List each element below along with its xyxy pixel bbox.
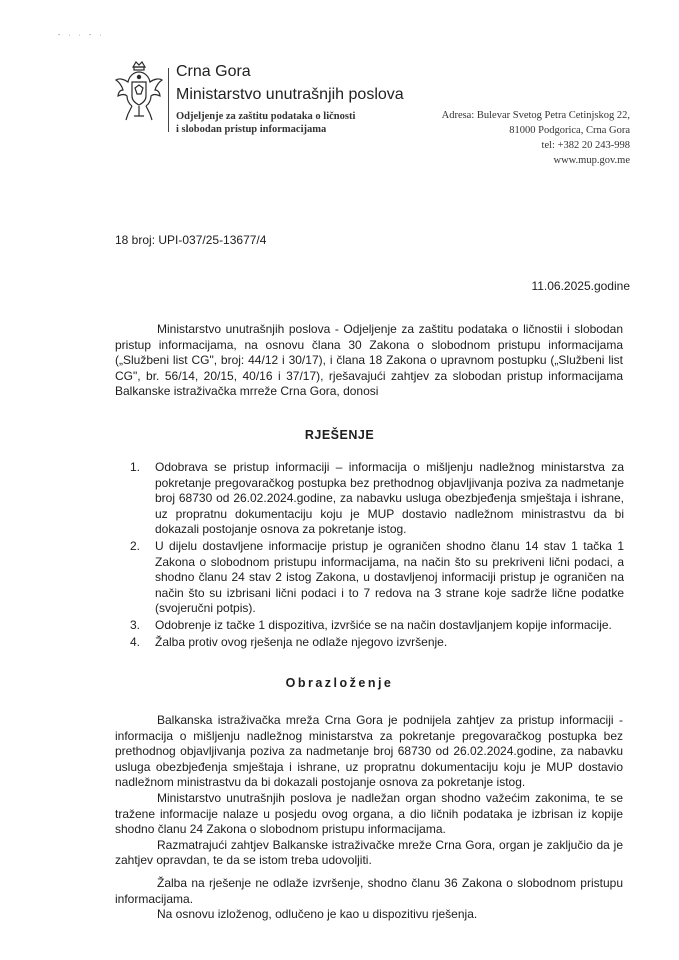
address-line-1: Adresa: Bulevar Svetog Petra Cetinjskog 22, [441, 110, 630, 121]
reasoning-paragraph: Na osnovu izloženog, odlučeno je kao u dispozitivu rješenja. [157, 907, 478, 922]
decision-item [130, 635, 624, 651]
contact-block [370, 108, 630, 168]
reasoning-paragraph: Razmatrajući zahtjev Balkanske istraživačke mreže Crna Gora, organ je zaključio da je zahtjev opravdan, te da se istom treba udovoljiti. [115, 837, 623, 868]
item-text: Odobrenje iz tačke 1 dispozitiva, izvršiće se na način dostavljanjem kopije informacije. [155, 617, 612, 632]
document-date: 11.06.2025.godine [531, 279, 630, 293]
ministry-name: Ministarstvo unutrašnjih poslova [176, 86, 404, 103]
item-text: Žalba protiv ovog rješenja ne odlaže njegovo izvršenje. [155, 634, 448, 649]
decision-title: RJEŠENJE [304, 428, 375, 442]
item-number: 1. [130, 460, 141, 474]
intro-paragraph: Ministarstvo unutrašnjih poslova - Odjeljenje za zaštitu podataka o ličnostii i slobodan pristup informacijama, na osnovu člana 30 Zakona o slobodnom pristupu informacijama („Službeni list CG", broj: 44/12 i 30/17), i člana 18 Zakona o upravnom postupku („Službeni list CG", br. 56/14, 20/15, 40/16 i 37/17), rješavajući zahtjev za slobodan pristup informacijama Balkanske istraživačka mrreže Crna Gora, donosi [115, 322, 623, 399]
decision-item [130, 460, 624, 538]
decision-item [130, 539, 624, 617]
item-text: U dijelu dostavljene informacije pristup je ograničen shodno članu 14 stav 1 tačka 1 Zakona o slobodnom pristupu informacijama, na način što su prekriveni lični podaci, a shodno članu 24 stav 2 istog Zakona, u dostavljenoj informaciji pristup je ograničen na način što su izbrisani lični podaci i to 7 redova na 3 strane koje sadrže lične podatke (svojeručni potpis). [155, 538, 624, 616]
item-text: Odobrava se pristup informaciji – informacija o mišljenju nadležnog ministarstva za pokretanje pregovaračkog postupka bez prethodnog objavljivanja poziva za nadmetanje broj 68730 od 26.02.2024.godine, za nabavku usluga obezbjeđenja smještaja i ishrane, uz propratnu dokumentaciju koju je MUP dostavio nadležnom ministrastvu da bi dokazali postojanje osnova za pokretanje istog. [155, 460, 624, 537]
website-link[interactable]: www.mup.gov.me [553, 155, 630, 166]
item-number: 3. [130, 617, 141, 632]
reasoning-section [115, 713, 623, 923]
reasoning-title: Obrazloženje [285, 676, 394, 690]
department-line-1: Odjeljenje za zaštitu podataka o ličnosti [176, 111, 356, 122]
decision-item [130, 618, 624, 634]
reference-number: 18 broj: UPI-037/25-13677/4 [115, 233, 267, 247]
item-number: 2. [130, 538, 141, 553]
reasoning-paragraph: Balkanska istraživačka mreža Crna Gora je podnijela zahtjev za pristup informaciji - informacija o mišljenju nadležnog ministarstva za pokretanje pregovaračkog postupka bez prethodnog objavljivanja poziva za nadmetanje broj 68730 od 26.02.2024.godine, za nabavku usluga obezbjeđenja smještaja i ishrane, uz propratnu dokumentaciju koju je MUP dostavio nadležnom ministrastvu da bi dokazali postojanje osnova za pokretanje istog. [115, 713, 623, 790]
department-line-2: i slobodan pristup informacijama [176, 124, 327, 135]
department-name [176, 110, 396, 136]
address-line-2: 81000 Podgorica, Crna Gora [509, 125, 630, 136]
scan-marks: - · · - · [58, 32, 105, 39]
coat-of-arms-icon [114, 60, 164, 124]
decision-list [130, 460, 624, 651]
state-name: Crna Gora [176, 63, 251, 80]
phone: tel: +382 20 243-998 [541, 140, 630, 151]
reasoning-paragraph: Ministarstvo unutrašnjih poslova je nadležan organ shodno važećim zakonima, te se tražene informacije nalaze u posjedu ovog organa, a dio ličnih podataka je izbrisan iz kopije shodno članu 24 Zakona o slobodnom pristupu informacijama. [115, 790, 623, 837]
reasoning-paragraph: Žalba na rješenje ne odlaže izvršenje, shodno članu 36 Zakona o slobodnom pristupu informacijama. [115, 875, 623, 906]
header-divider [168, 68, 169, 132]
item-number: 4. [130, 634, 141, 649]
